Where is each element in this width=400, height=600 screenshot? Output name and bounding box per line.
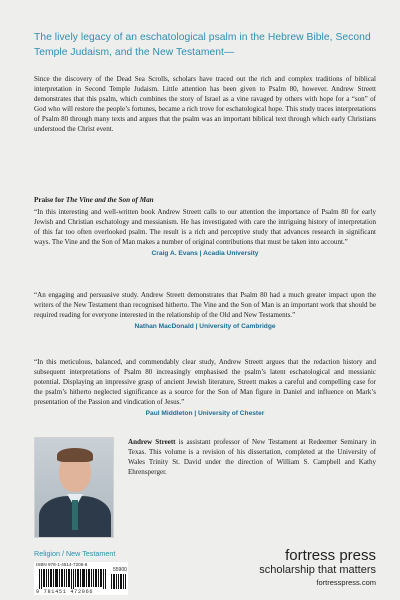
praise-heading (34, 196, 154, 204)
quote-attribution: Craig A. Evans | Acadia University (151, 250, 259, 258)
quote-attribution: Nathan MacDonald | University of Cambridge (134, 323, 276, 331)
quote-text: “An engaging and persuasive study. Andrew Streett demonstrates that Psalm 80 had a much greater impact upon the writers of the New Testament than recognised hitherto. The Vine and the Son of Man is an important work that should be required reading for everyone interested in the relationship of the Old and New Testaments.” (34, 291, 376, 320)
book-description: Since the discovery of the Dead Sea Scrolls, scholars have traced out the rich and complex traditions of biblical interpretation in Second Temple Judaism. Little attention has been given to Psalm 80, however. Andrew Streett demonstrates that this psalm, which combines the story of Israel as a vine ravaged by others with hope for a “son” of God who will restore the people’s fortunes, became a rich trove for eschatological hope. This study traces interpretations of Psalm 80 through many texts and argues that the psalm was an important biblical text through which early Christians understood the Christ event. (34, 75, 376, 134)
book-category: Religion / New Testament (34, 549, 116, 558)
praise-heading-title: The Vine and the Son of Man (65, 196, 154, 204)
praise-heading-prefix: Praise for (34, 196, 66, 204)
endorsement-quote (34, 207, 376, 259)
quote-text: “In this meticulous, balanced, and commendably clear study, Andrew Streett argues that the redaction history and subsequent interpretations of Psalm 80 increasingly emphasised the psalm’s latent eschatological and messianic potential. Displaying an impressive grasp of ancient Jewish literature, Streett makes a careful and compelling case for the psalm’s hitherto neglected significance as a source for the Son of Man figure in Daniel and influence on Mark’s presentation of the Passion and vindication of Jesus.” (34, 358, 376, 407)
tagline: The lively legacy of an eschatological psalm in the Hebrew Bible, Second Temple Judaism, and the New Testament— (34, 32, 371, 58)
publisher-block (259, 548, 376, 589)
author-bio-text: is assistant professor of New Testament at Redeemer Seminary in Texas. This volume is a revision of his dissertation, completed at the University of Wales Trinity St. David under the direction of William S. Campbell and Kathy Ehrensperger. (128, 438, 377, 477)
barcode (39, 569, 107, 589)
price-barcode (111, 574, 127, 589)
publisher-url[interactable]: fortresspress.com (316, 578, 376, 587)
publisher-slogan: scholarship that matters (259, 564, 376, 576)
barcode-number: 9 781451 472066 (36, 589, 94, 595)
price-code: 55900 (113, 567, 127, 573)
isbn-label: ISBN 978-1-4514-7206-6 (36, 562, 88, 567)
author-photo (34, 437, 114, 538)
endorsement-quote (34, 290, 376, 332)
endorsement-quote (34, 357, 376, 419)
quote-text: “In this interesting and well-written book Andrew Streett calls to our attention the importance of Psalm 80 for early Jewish and Christian eschatology and messianism. He has investigated with care the intriguing history of interpretation of this far too often overlooked psalm. The result is a rich and perceptive study that advances research in significant ways. The Vine and the Son of Man makes a number of original contributions that must be taken into account.” (34, 208, 376, 247)
author-bio (128, 437, 376, 477)
quote-attribution: Paul Middleton | University of Chester (145, 410, 265, 418)
publisher-name: fortress press (285, 547, 376, 564)
author-name: Andrew Streett (128, 438, 176, 446)
